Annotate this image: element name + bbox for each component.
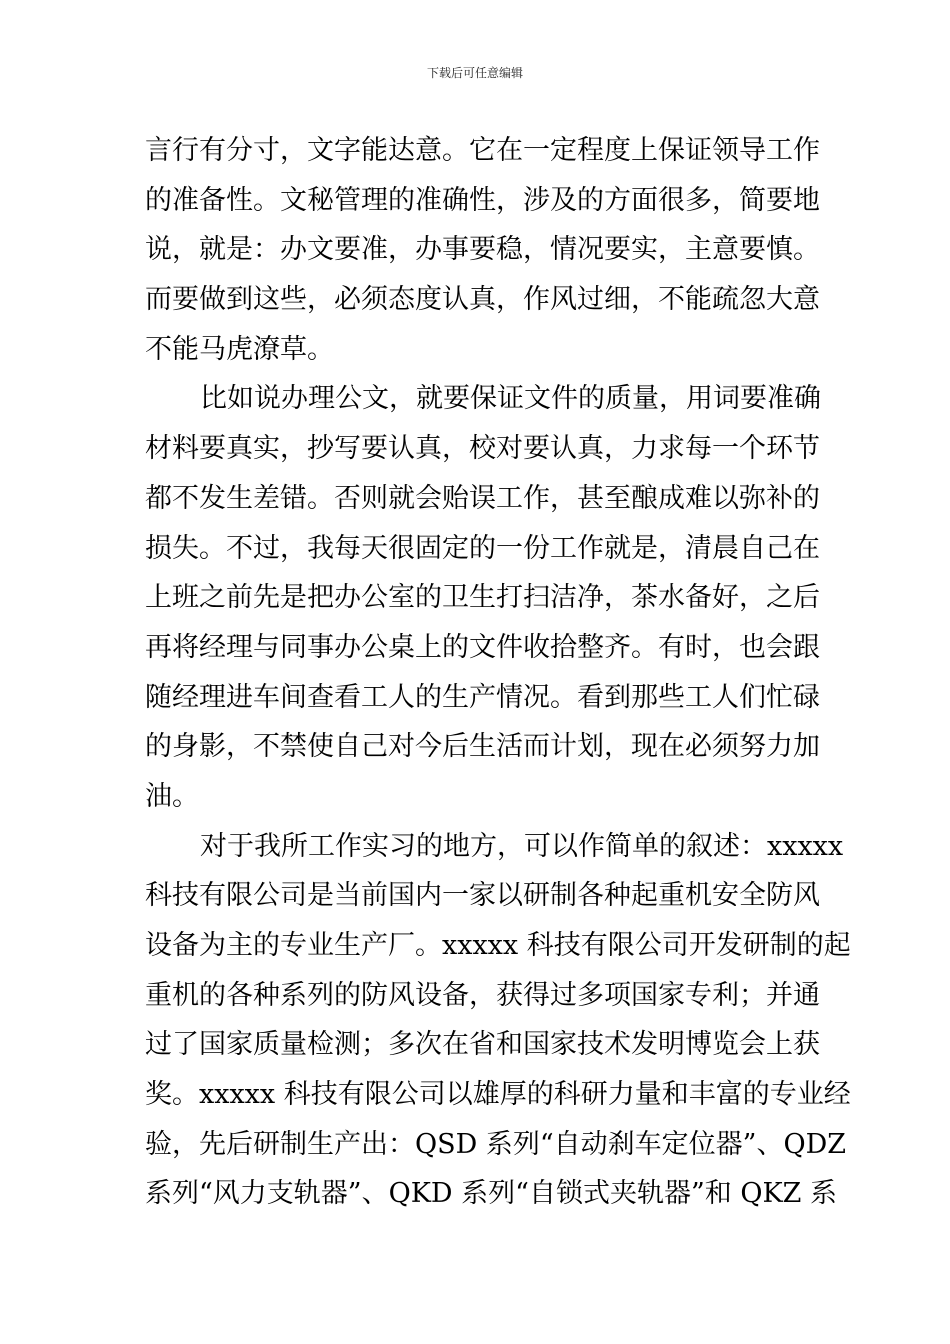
text-line: 奖。xxxxx 科技有限公司以雄厚的科研力量和丰富的专业经: [145, 1079, 851, 1111]
text-line: 说，就是：办文要准，办事要稳，情况要实，主意要慎。: [145, 234, 820, 266]
text-line: 验，先后研制生产出：QSD 系列“自动刹车定位器”、QDZ: [145, 1128, 847, 1160]
text-line: 随经理进车间查看工人的生产情况。看到那些工人们忙碌: [145, 681, 820, 713]
text-line: 对于我所工作实习的地方，可以作简单的叙述：xxxxx: [200, 830, 844, 862]
text-line: 的身影，不禁使自己对今后生活而计划，现在必须努力加: [145, 731, 820, 763]
text-line: 重机的各种系列的防风设备，获得过多项国家专利；并通: [145, 979, 820, 1011]
paragraph-1: [145, 126, 820, 374]
text-line: 科技有限公司是当前国内一家以研制各种起重机安全防风: [145, 880, 820, 912]
paragraph-3: [145, 822, 851, 1220]
document-body: [145, 126, 851, 1219]
text-line: 过了国家质量检测；多次在省和国家技术发明博览会上获: [145, 1029, 820, 1061]
text-line: 而要做到这些，必须态度认真，作风过细，不能疏忽大意: [145, 284, 820, 316]
text-line: 材料要真实，抄写要认真，校对要认真，力求每一个环节: [145, 433, 820, 465]
text-line: 上班之前先是把办公室的卫生打扫洁净，茶水备好，之后: [145, 582, 820, 614]
text-line: 系列“风力支轨器”、QKD 系列“自锁式夹轨器”和 QKZ 系: [145, 1178, 837, 1210]
text-line: 比如说办理公文，就要保证文件的质量，用词要准确: [200, 383, 821, 415]
text-line: 油。: [145, 780, 199, 812]
text-line: 的准备性。文秘管理的准确性，涉及的方面很多，简要地: [145, 184, 820, 216]
text-line: 损失。不过，我每天很固定的一份工作就是，清晨自己在: [145, 532, 820, 564]
paragraph-2: [145, 374, 821, 821]
text-line: 设备为主的专业生产厂。xxxxx 科技有限公司开发研制的起: [145, 930, 851, 961]
text-line: 都不发生差错。否则就会贻误工作，甚至酿成难以弥补的: [145, 482, 820, 514]
text-line: 言行有分寸，文字能达意。它在一定程度上保证领导工作: [145, 135, 820, 166]
text-line: 再将经理与同事办公桌上的文件收拾整齐。有时，也会跟: [145, 631, 820, 663]
page-header: 下载后可任意编辑: [426, 66, 523, 80]
text-line: 不能马虎潦草。: [145, 333, 334, 365]
